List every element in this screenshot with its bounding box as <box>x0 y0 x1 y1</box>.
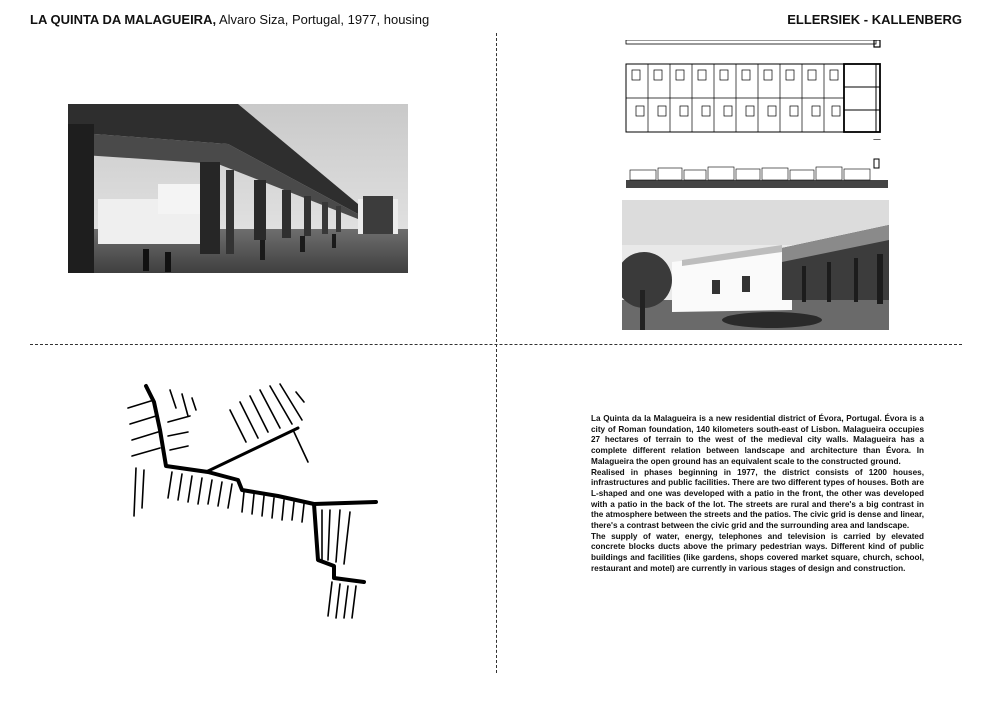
horizontal-divider <box>30 344 962 345</box>
floor-plan-drawing <box>624 40 884 140</box>
elevation-drawing <box>626 158 888 188</box>
site-plan-sketch <box>118 380 383 625</box>
description-paragraph: La Quinta da la Malagueira is a new residential district of Évora, Portugal. Évora is a city of Roman foundation, 140 kilometers south-east of Lisbon. Malagueira occupies 27 hectares of terrain to the west of the medieval city walls. Malagueira has a complete different relation between landscape and architecture than Évora. In Malagueira the open ground has an equivalent scale to the constructed ground. <box>591 414 924 466</box>
project-name: LA QUINTA DA MALAGUEIRA, <box>30 12 217 27</box>
aqueduct-street-photo <box>68 104 408 273</box>
vertical-divider <box>496 33 497 673</box>
description-paragraph: The supply of water, energy, telephones and television is carried by elevated concrete blocks ducts above the primary pedestrian ways. Different kind of public buildings and facilities (like gardens, shops covered market square, church, school, restaurant and motel) are currently in various stages of design and construction. <box>591 531 924 573</box>
authors: ELLERSIEK - KALLENBERG <box>787 12 962 27</box>
description-paragraph: Realised in phases beginning in 1977, the district consists of 1200 houses, infrastructures and public facilities. There are two different types of houses. Both are L-shaped and one was developed with a patio in the front, the other was developed with a patio in the back of the lot. The streets are rural and there's a big contrast in the atmosphere between the streets and the patios. The civic grid is dense and linear, there's a contrast between the civic grid and the surrounding area and landscape. <box>591 467 924 531</box>
white-houses-photo <box>622 200 889 330</box>
project-description <box>591 414 924 575</box>
page-title <box>30 12 429 27</box>
project-details: Alvaro Siza, Portugal, 1977, housing <box>216 12 430 27</box>
